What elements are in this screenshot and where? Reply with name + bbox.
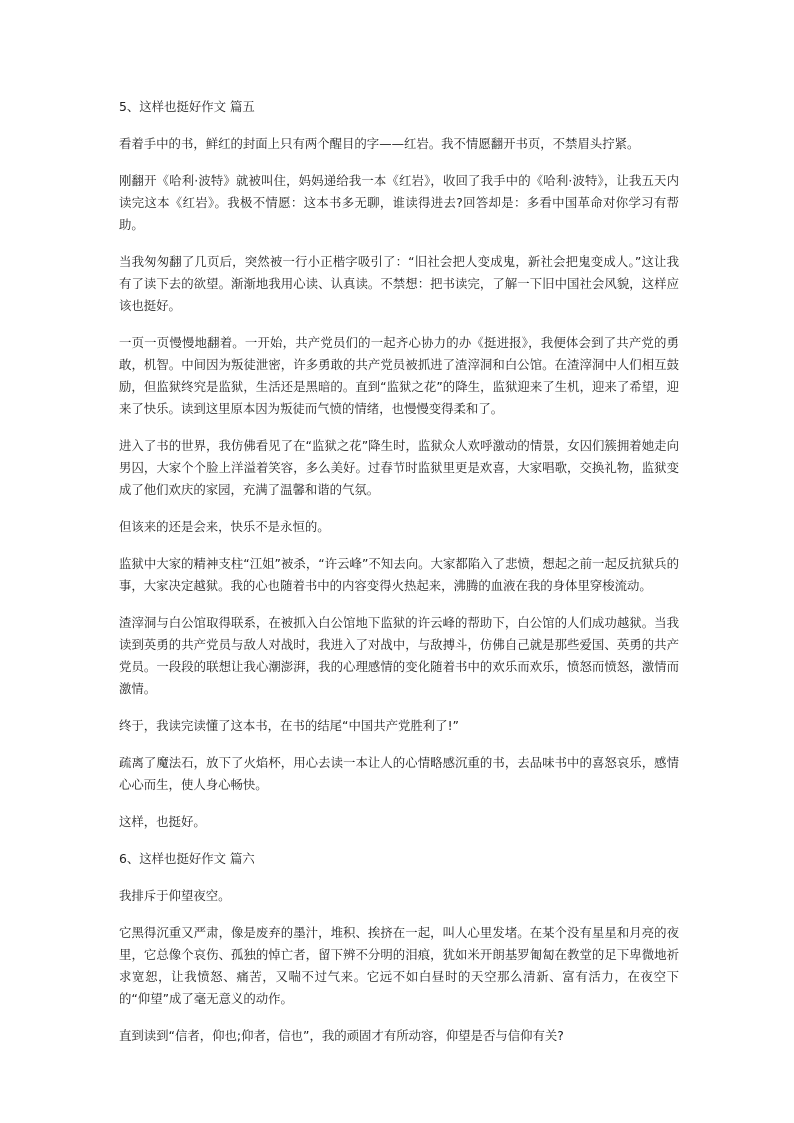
paragraph: 终于，我读完读懂了这本书，在书的结尾“中国共产党胜利了!” <box>119 718 459 733</box>
paragraph: 一页一页慢慢地翻着。一开始，共产党员们的一起齐心协力的办《挺进报》，我便体会到了共产党的勇敢，机智。中间因为叛徒泄密，许多勇敢的共产党员被抓进了渣滓洞和白公馆。在渣滓洞中人们相互鼓励，但监狱终究是监狱，生活还是黑暗的。直到“监狱之花”的降生，监狱迎来了生机，迎来了希望，迎来了快乐。读到这里原本因为叛徒而气愤的情绪，也慢慢变得柔和了。 <box>119 335 679 416</box>
paragraph: 这样，也挺好。 <box>119 814 206 829</box>
paragraph: 进入了书的世界，我仿佛看见了在“监狱之花”降生时，监狱众人欢呼激动的情景，女囚们簇拥着她走向男囚，大家个个脸上洋溢着笑容，多么美好。过春节时监狱里更是欢喜，大家唱歌，交换礼物，监狱变成了他们欢庆的家园，充满了温馨和谐的气氛。 <box>119 438 679 497</box>
paragraph: 它黑得沉重又严肃，像是废弃的墨汁，堆积、挨挤在一起，叫人心里发堵。在某个没有星星和月亮的夜里，它总像个哀伤、孤独的悼亡者，留下辨不分明的泪痕，犹如米开朗基罗匍匐在教堂的足下卑微地祈求宽恕，让我愤怒、痛苦，又喘不过气来。它远不如白昼时的天空那么清新、富有活力，在夜空下的“仰望”成了毫无意义的动作。 <box>119 925 679 1006</box>
section-heading-5: 5、这样也挺好作文 篇五 <box>119 99 255 114</box>
paragraph: 当我匆匆翻了几页后，突然被一行小正楷字吸引了：“旧社会把人变成鬼，新社会把鬼变成人。”这让我有了读下去的欲望。渐渐地我用心读、认真读。不禁想：把书读完，了解一下旧中国社会风貌，这样应该也挺好。 <box>119 254 679 313</box>
paragraph: 看着手中的书，鲜红的封面上只有两个醒目的字——红岩。我不情愿翻开书页，不禁眉头拧紧。 <box>119 136 640 151</box>
paragraph: 但该来的还是会来，快乐不是永恒的。 <box>119 519 330 534</box>
paragraph: 渣滓洞与白公馆取得联系，在被抓入白公馆地下监狱的许云峰的帮助下，白公馆的人们成功越狱。当我读到英勇的共产党员与敌人对战时，我进入了对战中，与敌搏斗，仿佛自己就是那些爱国、英勇的共产党员。一段段的联想让我心潮澎湃，我的心理感情的变化随着书中的欢乐而欢乐，愤怒而愤怒，激情而激情。 <box>119 615 679 696</box>
section-heading-6: 6、这样也挺好作文 篇六 <box>119 851 255 866</box>
paragraph: 疏离了魔法石，放下了火焰杯，用心去读一本让人的心情略感沉重的书，去品味书中的喜怒哀乐，感情心心而生，使人身心畅快。 <box>119 755 679 792</box>
paragraph: 刚翻开《哈利·波特》就被叫住，妈妈递给我一本《红岩》，收回了我手中的《哈利·波特》，让我五天内读完这本《红岩》。我极不情愿：这本书多无聊，谁读得进去?回答却是：多看中国革命对你学习有帮助。 <box>119 173 679 232</box>
paragraph: 监狱中大家的精神支柱“江姐”被杀，“许云峰”不知去向。大家都陷入了悲愤，想起之前一起反抗狱兵的事，大家决定越狱。我的心也随着书中的内容变得火热起来，沸腾的血液在我的身体里穿梭流动。 <box>119 556 679 593</box>
paragraph: 我排斥于仰望夜空。 <box>119 888 231 903</box>
paragraph: 直到读到“信者，仰也;仰者，信也”，我的顽固才有所动容，仰望是否与信仰有关? <box>119 1028 564 1043</box>
document-body <box>119 96 679 1062</box>
